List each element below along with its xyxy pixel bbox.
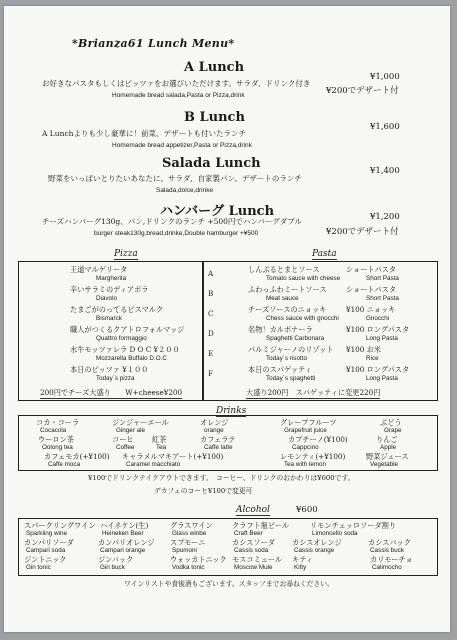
- drink-en: Grapefruit juice: [284, 427, 327, 434]
- pizza-heading: Pizza: [114, 249, 138, 259]
- pasta-item-en: Chess sauce with gnocchi: [266, 315, 339, 322]
- alcohol-price: ¥600: [296, 505, 318, 515]
- pasta-heading: Pasta: [312, 249, 337, 259]
- drink-jp: ジンジャーエール: [112, 418, 169, 427]
- alcohol-jp: カリモーチョ: [370, 555, 413, 564]
- alcohol-en: Craft Beer: [234, 530, 263, 537]
- pasta-item-en: Today`s spaghetti: [266, 375, 316, 382]
- pasta-type-en: Gnocchi: [366, 315, 390, 322]
- drink-en: Ginger ale: [116, 427, 146, 434]
- salada-lunch-desc: 野菜をいっぱいとりたいあなたに。サラダ、自家製パン、デザートのランチ: [48, 174, 302, 183]
- alcohol-en: Vodka tonic: [172, 564, 205, 571]
- alcohol-jp: リモンチェッロソーダ割り: [310, 521, 397, 530]
- pasta-letter: B: [208, 289, 214, 298]
- drink-jp: 野菜ジュース: [366, 452, 409, 461]
- pasta-type-en: Short Pasta: [366, 275, 399, 282]
- drink-jp: ウーロン茶: [38, 435, 74, 444]
- pasta-type-jp: ショートパスタ: [346, 285, 397, 294]
- pasta-letter: C: [208, 309, 214, 318]
- alcohol-en: Cassis soda: [234, 547, 269, 554]
- b-lunch-en: Homemade bread appetizer,Pasta or Pizza,drink: [112, 142, 252, 149]
- drink-jp: カフェラテ: [200, 435, 236, 444]
- pasta-type-en: Short Pasta: [366, 295, 399, 302]
- alcohol-jp: スプモーニ: [170, 538, 206, 547]
- pizza-item-jp: 本日のピッツァ ¥１００: [70, 365, 149, 374]
- alcohol-jp: カシスバック: [368, 538, 411, 547]
- alcohol-jp: ジントニック: [24, 555, 67, 564]
- pizza-item-en: Quattro formaggio: [96, 335, 147, 342]
- pizza-item-jp: 水牛モッツァレラ D O C ¥２００: [70, 345, 180, 354]
- alcohol-jp: カシスソーダ: [232, 538, 275, 547]
- drink-jp: ぶどう: [380, 418, 402, 427]
- salada-lunch-title: Salada Lunch: [162, 156, 261, 171]
- alcohol-heading: Alcohol: [236, 505, 270, 515]
- pasta-item-jp: 名物！カルボナーラ: [248, 325, 313, 334]
- drink-jp: グレープフルーツ: [280, 418, 337, 427]
- drink-jp: りんご: [376, 435, 398, 444]
- alcohol-jp: キティ: [292, 555, 313, 564]
- pasta-type-jp: ¥100 ロングパスタ: [346, 365, 410, 374]
- pasta-type-jp: ショートパスタ: [346, 265, 397, 274]
- pizza-item-en: Today`s pizza: [96, 375, 135, 382]
- pasta-letter: E: [208, 349, 214, 358]
- pizza-item-jp: たまごがのってるビスマルク: [70, 305, 164, 314]
- drink-en: Oolong tea: [42, 444, 73, 451]
- drink-en: Vegetable: [370, 461, 399, 468]
- pasta-item-jp: チーズソースのニョッキ: [248, 305, 327, 314]
- pizza-footer: 200円でチーズ大盛り W+cheese¥200: [40, 388, 183, 397]
- alcohol-jp: ジンバック: [98, 555, 134, 564]
- drink-en: Caramel macchiato: [126, 461, 181, 468]
- pizza-item-en: Margherita: [96, 275, 127, 282]
- pizza-item-en: Bismarck: [96, 315, 122, 322]
- alcohol-jp: クラフト瓶ビール: [232, 521, 290, 530]
- pasta-item-en: Spaghetti Carbonara: [266, 335, 325, 342]
- alcohol-en: Campari soda: [26, 547, 66, 554]
- alcohol-en: Spumoni: [172, 547, 197, 554]
- b-lunch-desc: A Lunchよりも少し豪華に！前菜、デザートも付いたランチ: [42, 129, 246, 138]
- a-lunch-title: A Lunch: [184, 60, 245, 75]
- pizza-item-en: Diavolo: [96, 295, 117, 302]
- drink-jp: キャラメルマキアート(+¥100): [122, 452, 224, 461]
- hamburg-lunch-desc: チーズハンバーグ130g、パン,ドリンクのランチ +500円でハンバーグダブル: [42, 217, 302, 226]
- drink-jp: カフェモカ(+¥100): [44, 452, 110, 461]
- a-lunch-desc: お好きなパスタもしくはピッツァをお選びいただけます。サラダ、ドリンク付き: [42, 79, 311, 88]
- pizza-item-en: Mozzarella Buffalo D.O.C: [96, 355, 167, 362]
- drink-en: Tea: [156, 444, 167, 451]
- drink-en: Grape: [384, 427, 402, 434]
- alcohol-jp: カシスオレンジ: [292, 538, 342, 547]
- drinks-note: ¥100でドリンクテイクアウトできます。 コーヒー、ドリンクのおかわりは¥600です。: [88, 474, 355, 482]
- alcohol-en: Cassis orange: [294, 547, 335, 554]
- pizza-item-jp: 職人がつくるクアトロフォルマッジ: [70, 325, 185, 334]
- alcohol-jp: グラスワイン: [170, 521, 213, 530]
- alcohol-en: Glass winbe: [172, 530, 207, 537]
- hamburg-lunch-title: ハンバーグ Lunch: [160, 204, 275, 219]
- alcohol-en: Calimocho: [372, 564, 402, 571]
- pasta-type-jp: ¥100 お米: [346, 345, 381, 354]
- hamburg-lunch-price: ¥1,200: [370, 212, 400, 222]
- alcohol-jp: カンパリソーダ: [24, 538, 74, 547]
- alcohol-en: Kitty: [294, 564, 307, 571]
- alcohol-en: Gin tonic: [26, 564, 51, 571]
- alcohol-en: Campari orange: [100, 547, 146, 554]
- pasta-type-en: Rice: [366, 355, 379, 362]
- pizza-item-jp: 王道マルゲリータ: [70, 265, 128, 274]
- pasta-type-jp: ¥100 ロングパスタ: [346, 325, 410, 334]
- alcohol-footer: ワインリストや食後酒もございます。スタッフまでお尋ねください。: [124, 580, 334, 588]
- menu-title: *Brianza61 Lunch Menu*: [72, 37, 235, 50]
- decaf-note: デカフェのコーヒ¥100で変更可: [154, 487, 253, 495]
- drink-en: Coffee: [116, 444, 135, 451]
- drink-en: Caffe latte: [204, 444, 233, 451]
- alcohol-en: Heineken Beer: [102, 530, 144, 537]
- alcohol-jp: スパークリングワイン: [24, 521, 96, 530]
- hamburg-lunch-en: burger steak130g,bread,drinke,Double hamburger +¥500: [94, 230, 259, 237]
- pasta-item-jp: 本日のスパゲッティ: [248, 365, 312, 374]
- pasta-item-jp: しんぷるとまとソース: [248, 265, 320, 274]
- salada-lunch-price: ¥1,400: [370, 166, 400, 176]
- alcohol-jp: カンパリオレンジ: [98, 538, 155, 547]
- pasta-type-en: Long Pasta: [366, 375, 398, 382]
- hamburg-lunch-dessert: ¥200でデザート付: [326, 227, 399, 237]
- alcohol-en: Moscow Mule: [234, 564, 273, 571]
- drink-jp: コーヒ: [112, 435, 134, 444]
- pasta-type-jp: ¥100 ニョッキ: [346, 305, 396, 314]
- drink-en: Apple: [380, 444, 397, 451]
- alcohol-jp: モスコミュール: [232, 555, 283, 564]
- drink-jp: コカ・コーラ: [36, 418, 80, 427]
- alcohol-jp: ウォッカトニック: [170, 555, 227, 564]
- menu-sheet: [4, 6, 450, 632]
- drink-jp: オレンジ: [200, 418, 229, 427]
- a-lunch-en: Homemade bread salada,Pasta or Pizza,drink: [112, 92, 245, 99]
- pasta-item-en: Tomato sauce with cheese: [266, 275, 341, 282]
- pasta-item-jp: パルミジャーノのリゾット: [248, 345, 334, 354]
- a-lunch-dessert: ¥200でデザート付: [326, 86, 399, 96]
- pizza-pasta-divider: [202, 261, 204, 401]
- pasta-letter: F: [208, 369, 213, 378]
- drink-en: Tea with lemon: [284, 461, 326, 468]
- drink-en: Cocacola: [40, 427, 67, 434]
- drink-jp: レモンティ(+¥100): [280, 452, 346, 461]
- drink-en: Cappcino: [292, 444, 319, 451]
- pasta-item-en: Today`s risotto: [266, 355, 307, 362]
- alcohol-en: Gin buck: [100, 564, 125, 571]
- pasta-item-jp: ふわっふわミートソース: [248, 285, 327, 294]
- a-lunch-price: ¥1,000: [370, 72, 400, 82]
- drink-en: Caffe moca: [48, 461, 81, 468]
- drinks-heading: Drinks: [216, 406, 247, 416]
- salada-lunch-en: Salada,dolce,drinke: [156, 187, 214, 194]
- pasta-letter: D: [208, 329, 214, 338]
- alcohol-en: Sparkling wine: [26, 530, 67, 537]
- drink-en: orange: [204, 427, 224, 434]
- b-lunch-title: B Lunch: [184, 110, 245, 125]
- pasta-footer: 大盛り200円 スパゲッティに変更220円: [246, 388, 381, 397]
- alcohol-en: Cassis buck: [370, 547, 404, 554]
- pasta-type-en: Long Pasta: [366, 335, 398, 342]
- alcohol-en: Limoncello soda: [312, 530, 358, 537]
- pasta-item-en: Meat sauce: [266, 295, 299, 302]
- drink-jp: カプチーノ(¥100): [288, 435, 348, 444]
- drink-jp: 紅茶: [152, 435, 167, 444]
- pasta-letter: A: [208, 269, 214, 278]
- pizza-item-jp: 辛いサラミのディアボラ: [70, 285, 149, 294]
- b-lunch-price: ¥1,600: [370, 122, 400, 132]
- alcohol-jp: ハイネケン(生): [100, 521, 149, 530]
